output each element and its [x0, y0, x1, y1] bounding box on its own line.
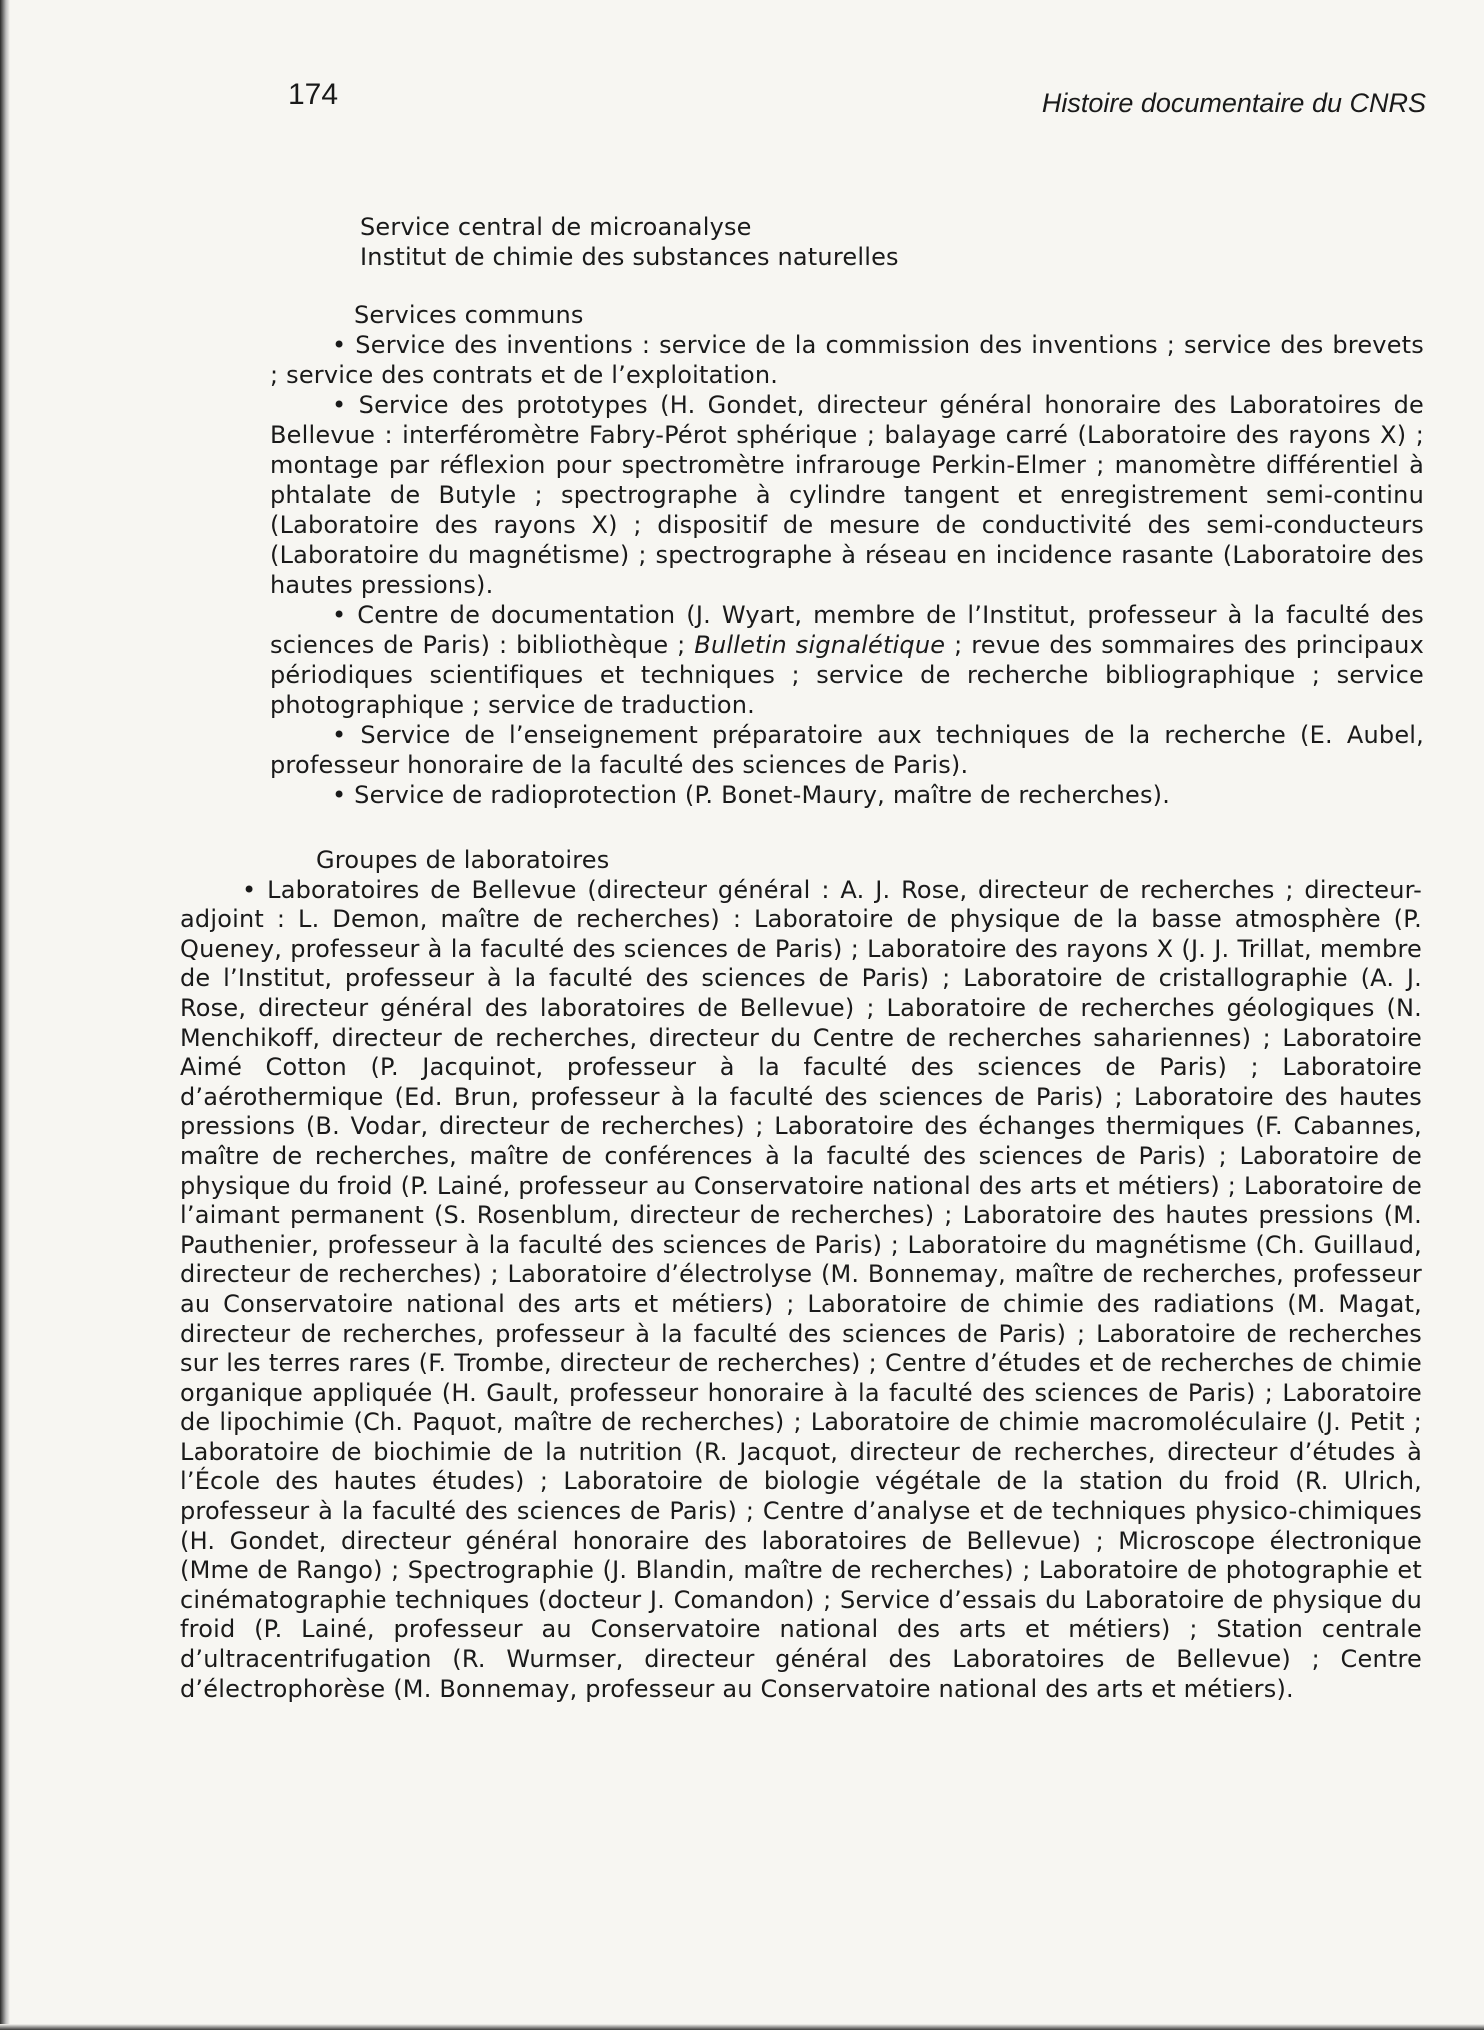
service-item: • Service de radioprotection (P. Bonet-Maury, maître de recherches). — [332, 781, 1171, 809]
groupes-heading: Groupes de laboratoires — [316, 846, 610, 874]
intro-line-1: Service central de microanalyse — [360, 213, 752, 241]
groupes-section — [180, 846, 1422, 1704]
bulletin-title: Bulletin signalétique — [694, 631, 946, 659]
services-communs-section — [270, 300, 1424, 810]
page-number: 174 — [288, 78, 339, 111]
intro-line-2: Institut de chimie des substances naturelles — [360, 243, 899, 271]
page-shadow-left — [0, 0, 10, 2030]
running-title: Histoire documentaire du CNRS — [1041, 88, 1426, 118]
service-item: • Service de l’enseignement préparatoire aux techniques de la recherche (E. Aubel, professeur honoraire de la faculté des sciences de Paris). — [270, 721, 1424, 779]
service-item: • Service des inventions : service de la commission des inventions ; service des brevets ; service des contrats et de l’exploitation. — [270, 331, 1424, 389]
services-communs-heading: Services communs — [354, 301, 584, 329]
page-shadow-bottom — [0, 2024, 1484, 2030]
documentation-text: • Centre de documentation (J. Wyart, membre de l’Institut, professeur à la faculté des sciences de Paris) : bibliothèque ; — [270, 601, 1424, 659]
service-item-documentation — [270, 600, 1424, 720]
groupes-text: • Laboratoires de Bellevue (directeur général : A. J. Rose, directeur de recherches ; directeur-adjoint : L. Demon, maître de recherches) : Laboratoire de physique de la basse atmosphère (P. Queney, professeur à la faculté des sciences de Paris) ; Laboratoire des rayons X (J. J. Trillat, membre de l’Institut, professeur à la faculté des sciences de Paris) ; Laboratoire de cristallographie (A. J. Rose, directeur général des laboratoires de Bellevue) ; Laboratoire de recherches géologiques (N. Menchikoff, directeur de recherches, directeur du Centre de recherches sahariennes) ; Laboratoire Aimé Cotton (P. Jacquinot, professeur à la faculté des sciences de Paris) ; Laboratoire d’aérothermique (Ed. Brun, professeur à la faculté des sciences de Paris) ; Laboratoire des hautes pressions (B. Vodar, directeur de recherches) ; Laboratoire des échanges thermiques (F. Cabannes, maître de recherches, maître de conférences à la faculté des sciences de Paris) ; Laboratoire de physique du froid (P. Lainé, professeur au Conservatoire national des arts et métiers) ; Laboratoire de l’aimant permanent (S. Rosenblum, directeur de recherches) ; Laboratoire des hautes pressions (M. Pauthenier, professeur à la faculté des sciences de Paris) ; Laboratoire du magnétisme (Ch. Guillaud, directeur de recherches) ; Laboratoire d’électrolyse (M. Bonnemay, maître de recherches, professeur au Conservatoire national des arts et métiers) ; Laboratoire de chimie des radiations (M. Magat, directeur de recherches, professeur à la faculté des sciences de Paris) ; Laboratoire de recherches sur les terres rares (F. Trombe, directeur de recherches) ; Centre d’études et de recherches de chimie organique appliquée (H. Gault, professeur honoraire à la faculté des sciences de Paris) ; Laboratoire de lipochimie (Ch. Paquot, maître de recherches) ; Laboratoire de chimie macromoléculaire (J. Petit ; Laboratoire de biochimie de la nutrition (R. Jacquot, directeur de recherches, directeur d’études à l’École des hautes études) ; Laboratoire de biologie végétale de la station du froid (R. Ulrich, professeur à la faculté des sciences de Paris) ; Centre d’analyse et de techniques physico-chimiques (H. Gondet, directeur général honoraire des laboratoires de Bellevue) ; Microscope électronique (Mme de Rango) ; Spectrographie (J. Blandin, maître de recherches) ; Laboratoire de photographie et cinématographie techniques (docteur J. Comandon) ; Service d’essais du Laboratoire de physique du froid (P. Lainé, professeur au Conservatoire national des arts et métiers) ; Station centrale d’ultracentrifugation (R. Wurmser, directeur général des Laboratoires de Bellevue) ; Centre d’électrophorèse (M. Bonnemay, professeur au Conservatoire national des arts et métiers). — [180, 875, 1422, 1703]
documentation-text: ; revue des sommaires des principaux périodiques scientifiques et techniques ; service de recherche bibliographique ; service photographique ; service de traduction. — [270, 631, 1424, 719]
service-item: • Service des prototypes (H. Gondet, directeur général honoraire des Laboratoires de Bellevue : interféromètre Fabry-Pérot sphérique ; balayage carré (Laboratoire des rayons X) ; montage par réflexion pour spectromètre infrarouge Perkin-Elmer ; manomètre différentiel à phtalate de Butyle ; spectrographe à cylindre tangent et enregistrement semi-continu (Laboratoire des rayons X) ; dispositif de mesure de conductivité des semi-conducteurs (Laboratoire du magnétisme) ; spectrographe à réseau en incidence rasante (Laboratoire des hautes pressions). — [270, 391, 1424, 599]
intro-block — [360, 212, 1420, 272]
